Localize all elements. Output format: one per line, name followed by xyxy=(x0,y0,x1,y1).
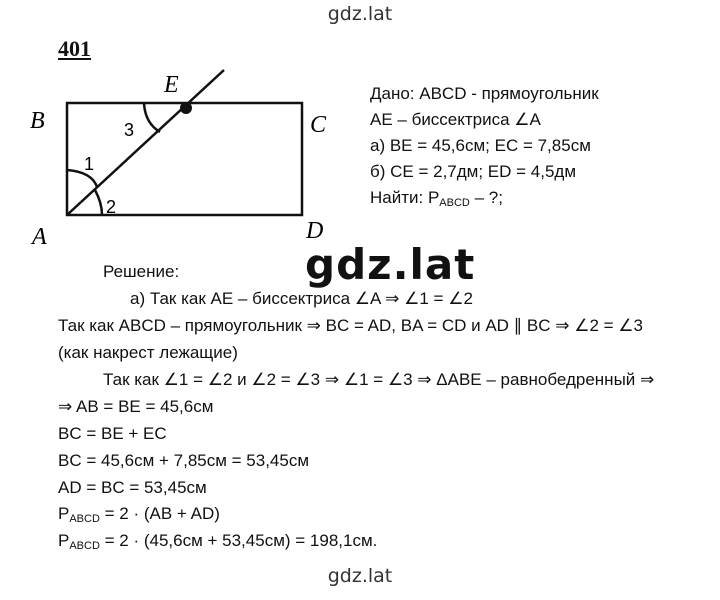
solution-line-8: AD = BC = 53,45см xyxy=(58,478,207,497)
given-find-suffix: – ?; xyxy=(469,188,503,207)
label-angle-2: 2 xyxy=(106,197,117,217)
label-e: E xyxy=(164,72,179,98)
angle-2-arc xyxy=(95,190,102,215)
label-d: D xyxy=(306,218,324,244)
label-angle-3: 3 xyxy=(124,120,135,140)
solution-line-10-prefix: P xyxy=(58,531,70,550)
given-line-2: AE – биссектриса ∠A xyxy=(370,110,541,129)
rectangle-figure xyxy=(20,60,340,250)
watermark-bottom: gdz.lat xyxy=(327,565,393,587)
given-line-3: а) BE = 45,6см; EC = 7,85см xyxy=(370,136,591,155)
point-e xyxy=(180,102,192,114)
solution-heading: Решение: xyxy=(103,262,180,281)
problem-number: 401 xyxy=(58,36,91,61)
given-find-sub: ABCD xyxy=(439,197,470,209)
solution-line-10-sub: ABCD xyxy=(69,540,100,552)
solution-line-10-suffix: = 2 · (45,6см + 53,45см) = 198,1см. xyxy=(99,531,378,550)
rectangle-abcd xyxy=(67,103,302,215)
solution-line-9-suffix: = 2 · (AB + AD) xyxy=(99,504,220,523)
given-find-prefix: Найти: P xyxy=(370,188,440,207)
solution-line-9-prefix: P xyxy=(58,504,70,523)
solution-line-5: ⇒ AB = BE = 45,6см xyxy=(58,397,214,416)
solution-line-9 xyxy=(58,504,220,525)
solution-line-3: (как накрест лежащие) xyxy=(58,343,238,362)
solution-line-4: Так как ∠1 = ∠2 и ∠2 = ∠3 ⇒ ∠1 = ∠3 ⇒ ΔABE – равнобедренный ⇒ xyxy=(103,370,655,389)
solution-line-2: Так как ABCD – прямоугольник ⇒ BC = AD, BA = CD и AD ∥ BC ⇒ ∠2 = ∠3 xyxy=(58,316,643,335)
watermark-middle: gdz.lat xyxy=(305,240,476,289)
label-c: C xyxy=(310,112,327,138)
angle-3-arc xyxy=(144,103,160,132)
given-line-1: Дано: ABCD - прямоугольник xyxy=(370,84,599,103)
label-angle-1: 1 xyxy=(84,154,95,174)
solution-line-1: а) Так как AE – биссектриса ∠A ⇒ ∠1 = ∠2 xyxy=(130,289,473,308)
solution-line-6: BC = BE + EC xyxy=(58,424,167,443)
label-a: A xyxy=(32,224,47,250)
bisector-ae xyxy=(67,70,224,215)
watermark-top: gdz.lat xyxy=(327,3,393,25)
solution-line-9-sub: ABCD xyxy=(69,513,100,525)
given-line-4: б) CE = 2,7дм; ED = 4,5дм xyxy=(370,162,577,181)
label-b: B xyxy=(30,108,45,134)
given-find xyxy=(370,188,503,209)
solution-line-10 xyxy=(58,531,377,552)
solution-line-7: BC = 45,6см + 7,85см = 53,45см xyxy=(58,451,310,470)
